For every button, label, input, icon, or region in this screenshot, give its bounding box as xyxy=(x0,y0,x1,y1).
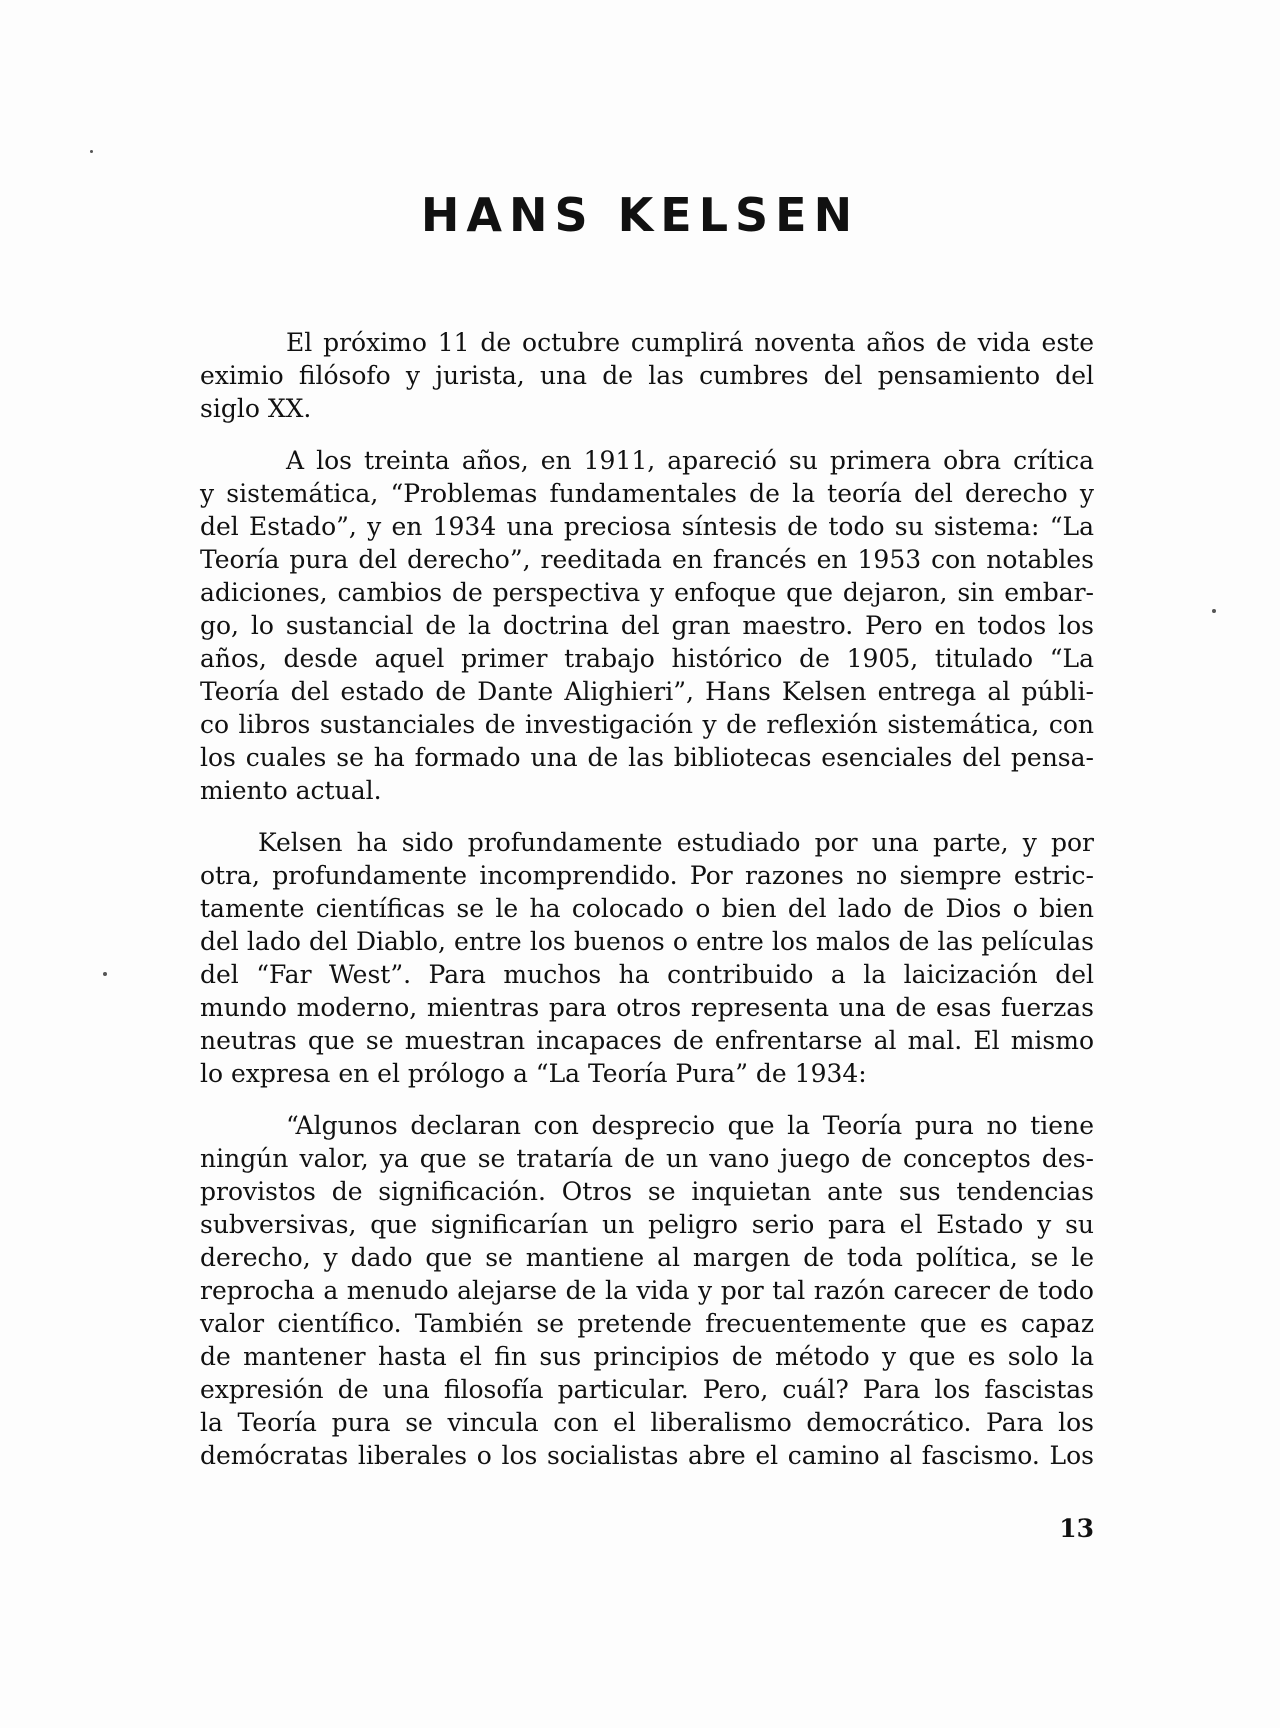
text-line: adiciones, cambios de perspectiva y enfoque que dejaron, sin embar- xyxy=(200,578,1094,607)
scan-speck xyxy=(1212,609,1216,613)
text-line: del Estado”, y en 1934 una preciosa síntesis de todo su sistema: “La xyxy=(200,512,1094,541)
article-body xyxy=(200,326,1094,1472)
quote-line: expresión de una filosofía particular. Pero, cuál? Para los fascistas xyxy=(200,1375,1094,1404)
text-line: siglo XX. xyxy=(200,394,312,423)
text-line: co libros sustanciales de investigación y de reflexión sistemática, con xyxy=(200,710,1094,739)
quote-line: ningún valor, ya que se trataría de un vano juego de conceptos des- xyxy=(200,1144,1094,1173)
quote-line: subversivas, que significarían un peligro serio para el Estado y su xyxy=(200,1210,1094,1239)
text-line: tamente científicas se le ha colocado o bien del lado de Dios o bien xyxy=(200,894,1094,923)
text-line: miento actual. xyxy=(200,776,382,805)
text-line: eximio filósofo y jurista, una de las cumbres del pensamiento del xyxy=(200,361,1094,390)
scan-speck xyxy=(90,150,93,153)
text-line: El próximo 11 de octubre cumplirá noventa años de vida este xyxy=(286,328,1094,357)
quote-line: provistos de significación. Otros se inquietan ante sus tendencias xyxy=(200,1177,1094,1206)
text-line: mundo moderno, mientras para otros representa una de esas fuerzas xyxy=(200,993,1094,1022)
quote-line: valor científico. También se pretende frecuentemente que es capaz xyxy=(200,1309,1094,1338)
text-line: neutras que se muestran incapaces de enfrentarse al mal. El mismo xyxy=(200,1026,1094,1055)
text-line: Kelsen ha sido profundamente estudiado por una parte, y por xyxy=(258,828,1094,857)
text-line: Teoría del estado de Dante Alighieri”, Hans Kelsen entrega al públi- xyxy=(200,677,1094,706)
page-title: HANS KELSEN xyxy=(420,188,860,242)
quote-line: “Algunos declaran con desprecio que la Teoría pura no tiene xyxy=(286,1111,1094,1140)
quote-line: la Teoría pura se vincula con el liberalismo democrático. Para los xyxy=(200,1408,1094,1437)
text-line: go, lo sustancial de la doctrina del gran maestro. Pero en todos los xyxy=(200,611,1094,640)
text-line: otra, profundamente incomprendido. Por razones no siempre estric- xyxy=(200,861,1094,890)
text-line: del “Far West”. Para muchos ha contribuido a la laicización del xyxy=(200,960,1094,989)
quote-line: demócratas liberales o los socialistas abre el camino al fascismo. Los xyxy=(200,1441,1094,1470)
text-line: Teoría pura del derecho”, reeditada en francés en 1953 con notables xyxy=(200,545,1094,574)
scan-speck xyxy=(103,972,107,976)
text-line: años, desde aquel primer trabajo histórico de 1905, titulado “La xyxy=(200,644,1094,673)
quote-line: reprocha a menudo alejarse de la vida y por tal razón carecer de todo xyxy=(200,1276,1094,1305)
text-line: los cuales se ha formado una de las bibliotecas esenciales del pensa- xyxy=(200,743,1094,772)
text-line: y sistemática, “Problemas fundamentales de la teoría del derecho y xyxy=(200,479,1094,508)
text-line: A los treinta años, en 1911, apareció su primera obra crítica xyxy=(286,446,1094,475)
page-number: 13 xyxy=(1059,1514,1094,1543)
quote-line: de mantener hasta el fin sus principios de método y que es solo la xyxy=(200,1342,1094,1371)
text-line: lo expresa en el prólogo a “La Teoría Pura” de 1934: xyxy=(200,1059,867,1088)
text-line: del lado del Diablo, entre los buenos o entre los malos de las películas xyxy=(200,927,1094,956)
quote-line: derecho, y dado que se mantiene al margen de toda política, se le xyxy=(200,1243,1094,1272)
